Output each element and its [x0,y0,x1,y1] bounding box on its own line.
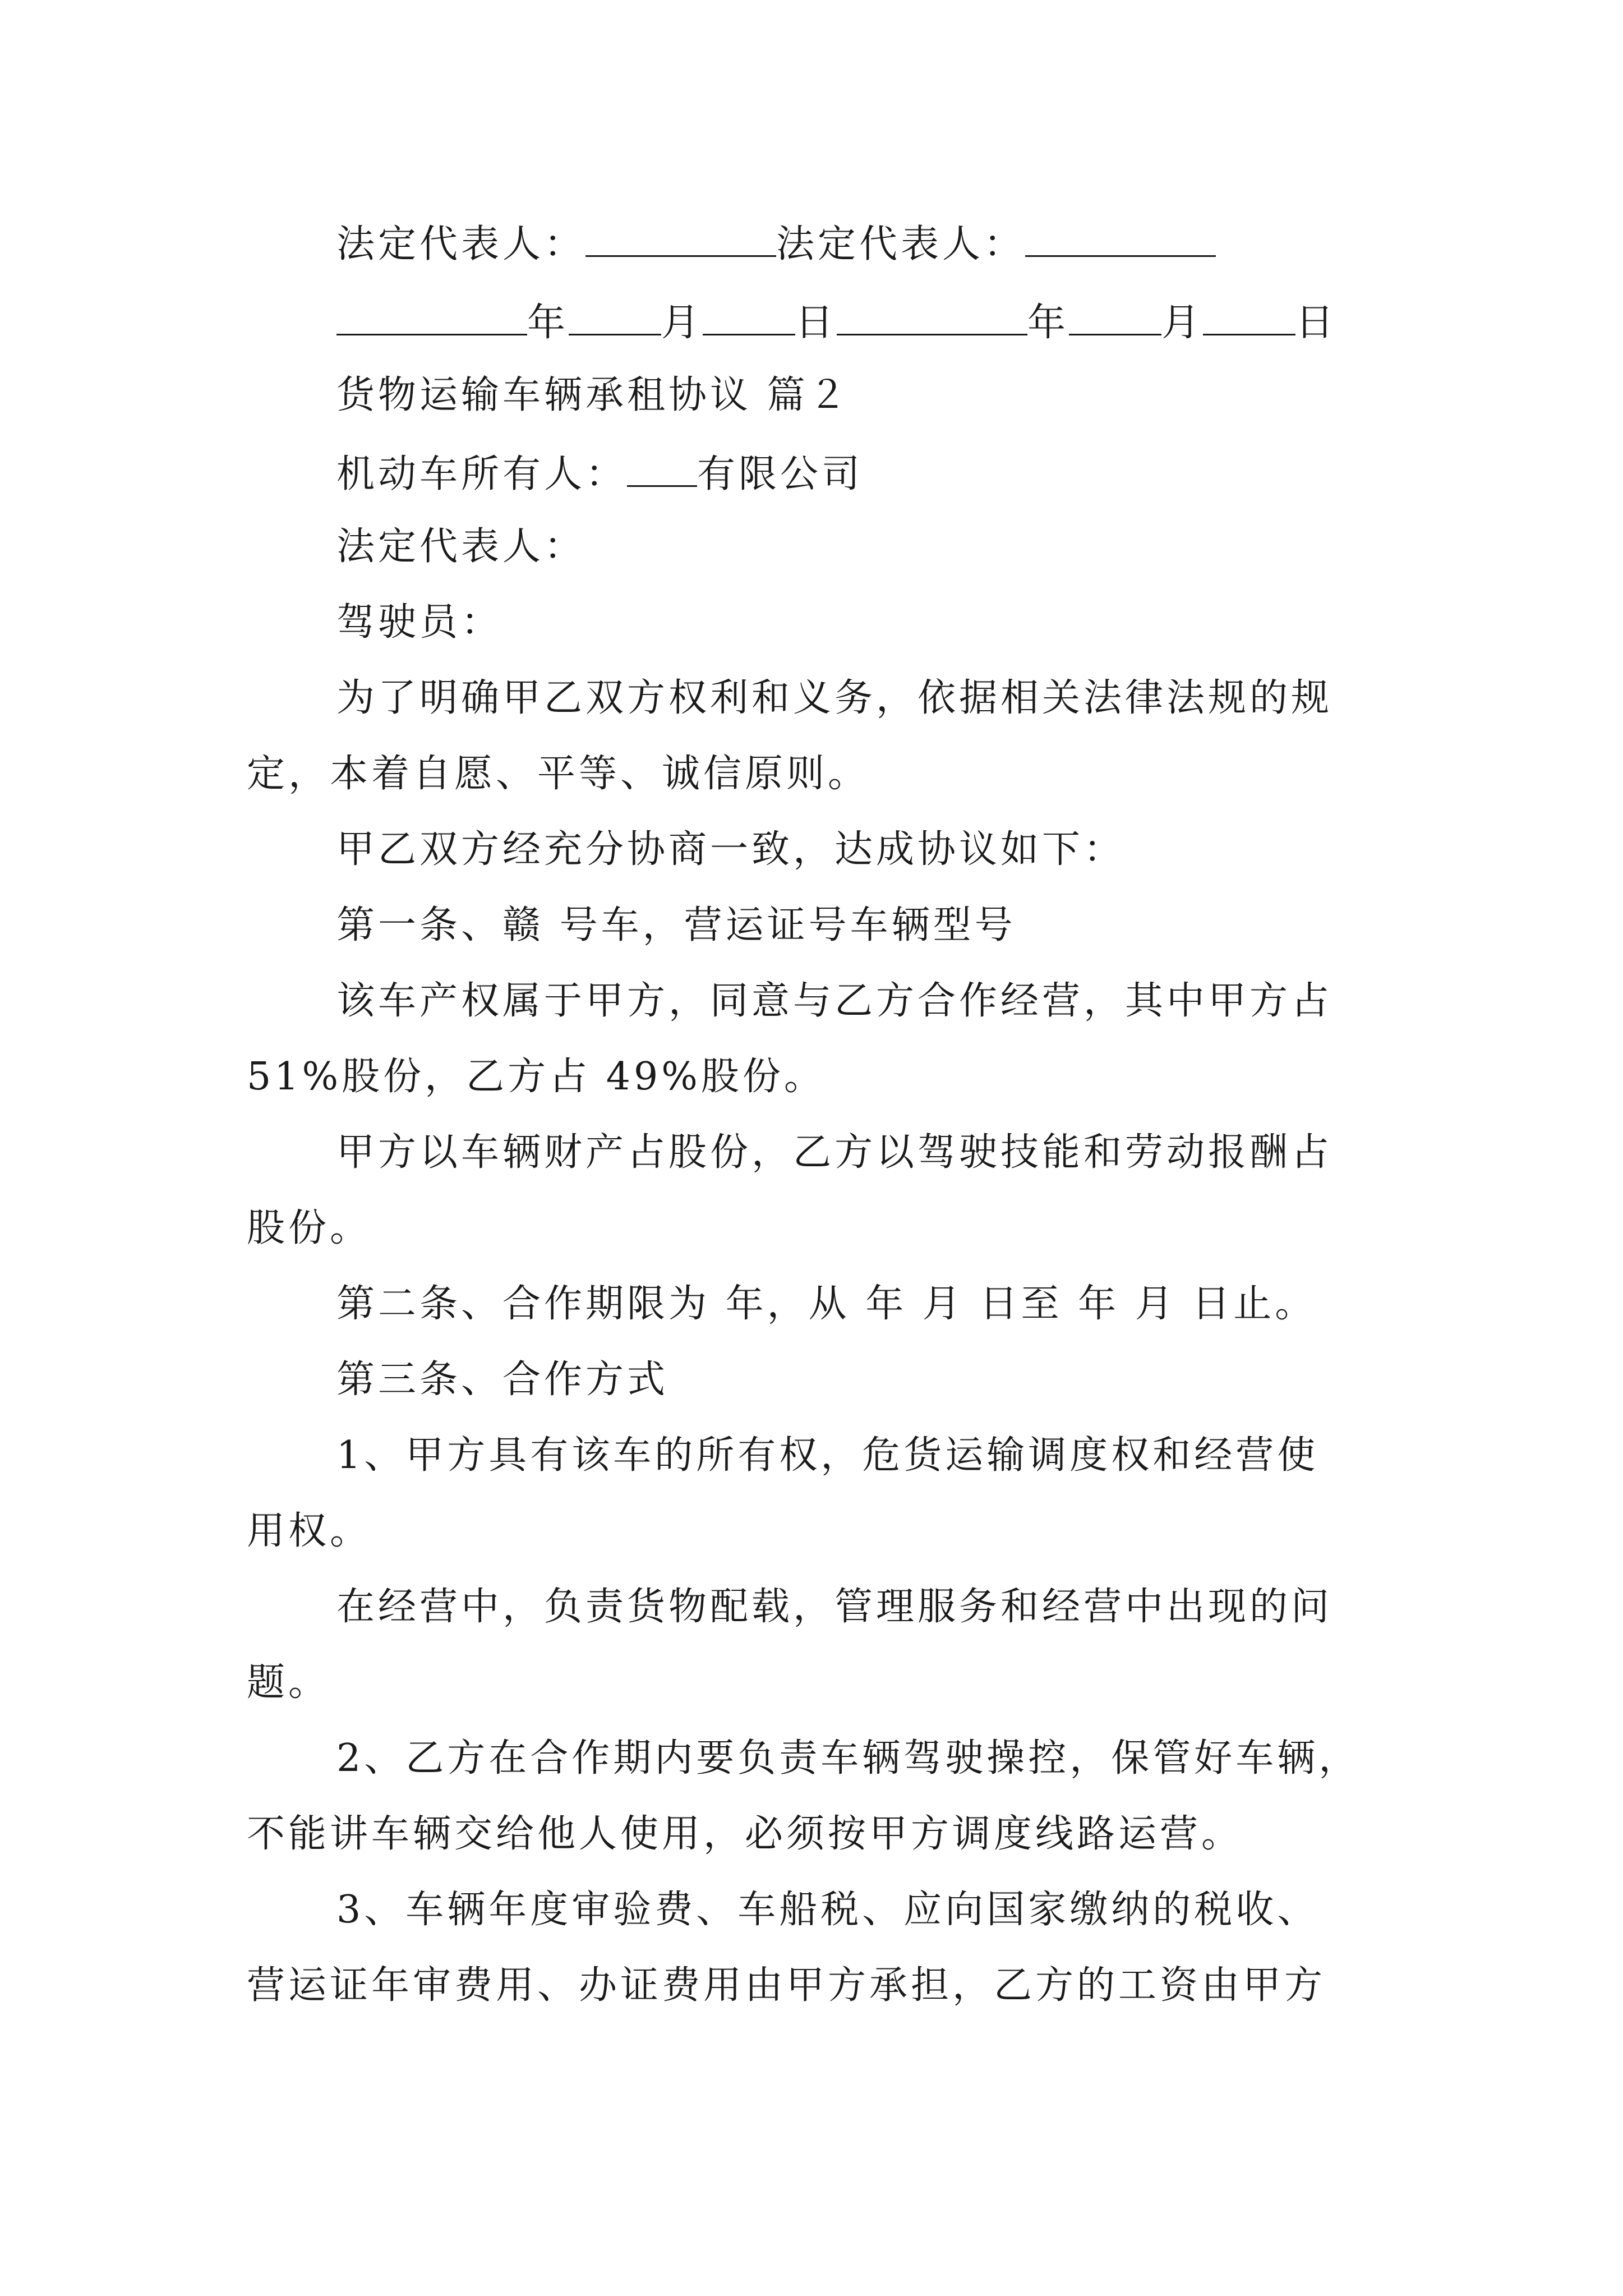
clause-3: 第三条、合作方式 [336,1358,669,1402]
item-3-line-1: 3、车辆年度审验费、车船税、应向国家缴纳的税收、 [336,1888,1319,1932]
date-day-a: 日 [795,301,837,345]
date-row [336,295,1514,348]
date-blank-month-a [569,295,661,335]
date-blank-b [837,295,1027,335]
legal-rep-signature-row [336,216,1514,270]
intro-line-2: 定，本着自愿、平等、诚信原则。 [247,752,870,796]
ownership-line-1: 该车产权属于甲方，同意与乙方合作经营，其中甲方占 [336,979,1333,1023]
date-blank-a [336,295,527,335]
date-day-b: 日 [1295,301,1338,345]
consensus-line: 甲乙双方经充分协商一致，达成协议如下： [336,827,1126,872]
date-year-b: 年 [1027,301,1069,345]
legal-rep-label-b: 法定代表人： [776,222,1026,266]
date-blank-day-a [703,295,795,335]
item-1b-line-1: 在经营中，负责货物配载，管理服务和经营中出现的问 [336,1585,1333,1629]
item-1b-line-2: 题。 [247,1660,330,1705]
item-2-line-1: 2、乙方在合作期内要负责车辆驾驶操控，保管好车辆， [336,1736,1361,1780]
owner-line [336,446,1514,500]
driver-line: 驾驶员： [336,600,503,645]
item-1-line-1: 1、甲方具有该车的所有权，危货运输调度权和经营使 [336,1433,1319,1478]
clause-2: 第二条、合作期限为 年，从 年 月 日至 年 月 日止。 [336,1282,1317,1326]
signature-blank-b [1025,216,1216,257]
clause-1: 第一条、赣 号车，营运证号车辆型号 [336,903,1016,947]
shares-line-1: 甲方以车辆财产占股份，乙方以驾驶技能和劳动报酬占 [336,1130,1333,1175]
intro-line-1: 为了明确甲乙双方权利和义务，依据相关法律法规的规 [336,676,1333,720]
signature-blank-a [585,216,776,257]
owner-blank [627,446,697,487]
legal-rep-line: 法定代表人： [336,524,586,569]
legal-rep-label-a: 法定代表人： [336,222,586,266]
item-3-line-2: 营运证年审费用、办证费用由甲方承担，乙方的工资由甲方 [247,1963,1326,2008]
ownership-line-2: 51%股份，乙方占 49%股份。 [247,1055,826,1099]
owner-label: 机动车所有人： [336,452,628,496]
date-month-b: 月 [1161,301,1204,345]
section-heading: 货物运输车辆承租协议 篇２ [336,373,850,417]
item-2-line-2: 不能讲车辆交给他人使用，必须按甲方调度线路运营。 [247,1812,1243,1856]
item-1-line-2: 用权。 [247,1509,372,1553]
date-blank-day-b [1203,295,1295,335]
date-year-a: 年 [527,301,569,345]
date-month-a: 月 [661,301,703,345]
owner-suffix: 有限公司 [697,452,864,496]
date-blank-month-b [1069,295,1161,335]
shares-line-2: 股份。 [247,1206,372,1250]
